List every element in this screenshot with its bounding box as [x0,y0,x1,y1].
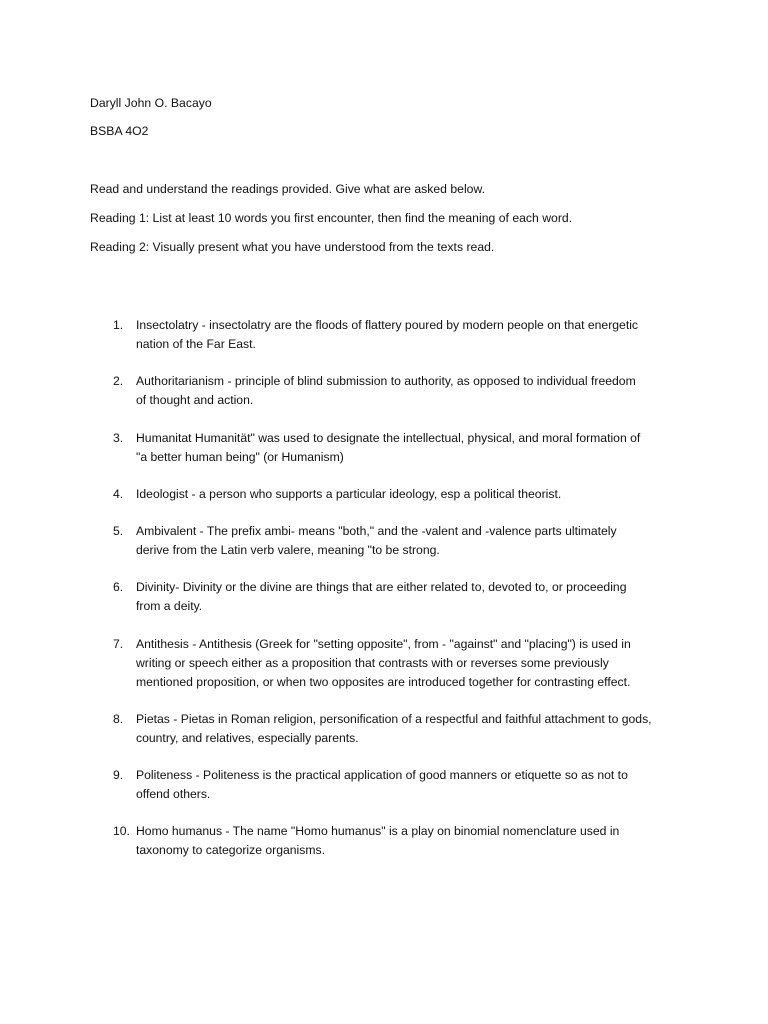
reading-2-instruction: Reading 2: Visually present what you have understood from the texts read. [90,240,495,254]
list-item-number: 5. [113,524,124,538]
list-item-number: 9. [113,768,124,782]
list-item-text: Pietas - Pietas in Roman religion, personification of a respectful and faithful attachment to gods, country, and relatives, especially parents. [136,712,652,745]
list-item-number: 1. [113,318,124,332]
list-item-text: Homo humanus - The name "Homo humanus" is a play on binomial nomenclature used in taxonomy to categorize organisms. [136,824,620,857]
list-item-text: Divinity- Divinity or the divine are things that are either related to, devoted to, or proceeding from a deity. [136,580,627,613]
list-item-text: Insectolatry - insectolatry are the floods of flattery poured by modern people on that energetic nation of the Far East. [136,318,639,351]
instructions-intro: Read and understand the readings provided. Give what are asked below. [90,182,486,196]
list-item-text: Humanitat Humanität" was used to designate the intellectual, physical, and moral formation of "a better human being" (or Humanism) [136,431,641,464]
course-section: BSBA 4O2 [90,124,149,138]
list-item-number: 2. [113,374,124,388]
list-item-number: 3. [113,431,124,445]
reading-1-instruction: Reading 1: List at least 10 words you first encounter, then find the meaning of each word. [90,211,573,225]
author-name: Daryll John O. Bacayo [90,96,212,110]
list-item-number: 6. [113,580,124,594]
list-item-text: Antithesis - Antithesis (Greek for "setting opposite", from - "against" and "placing") is used in writing or speech either as a proposition that contrasts with or reverses some previously mentioned proposition, or when two opposites are introduced together for contrasting effect. [136,637,631,689]
list-item-text: Ambivalent - The prefix ambi- means "both," and the -valent and -valence parts ultimately derive from the Latin verb valere, meaning "to be strong. [136,524,617,557]
list-item-number: 7. [113,637,124,651]
list-item-text: Authoritarianism - principle of blind submission to authority, as opposed to individual freedom of thought and action. [136,374,636,407]
list-item-text: Ideologist - a person who supports a particular ideology, esp a political theorist. [136,487,562,501]
list-item-text: Politeness - Politeness is the practical application of good manners or etiquette so as not to offend others. [136,768,628,801]
list-item-number: 8. [113,712,124,726]
list-item-number: 4. [113,487,124,501]
list-item-number: 10. [113,824,130,838]
